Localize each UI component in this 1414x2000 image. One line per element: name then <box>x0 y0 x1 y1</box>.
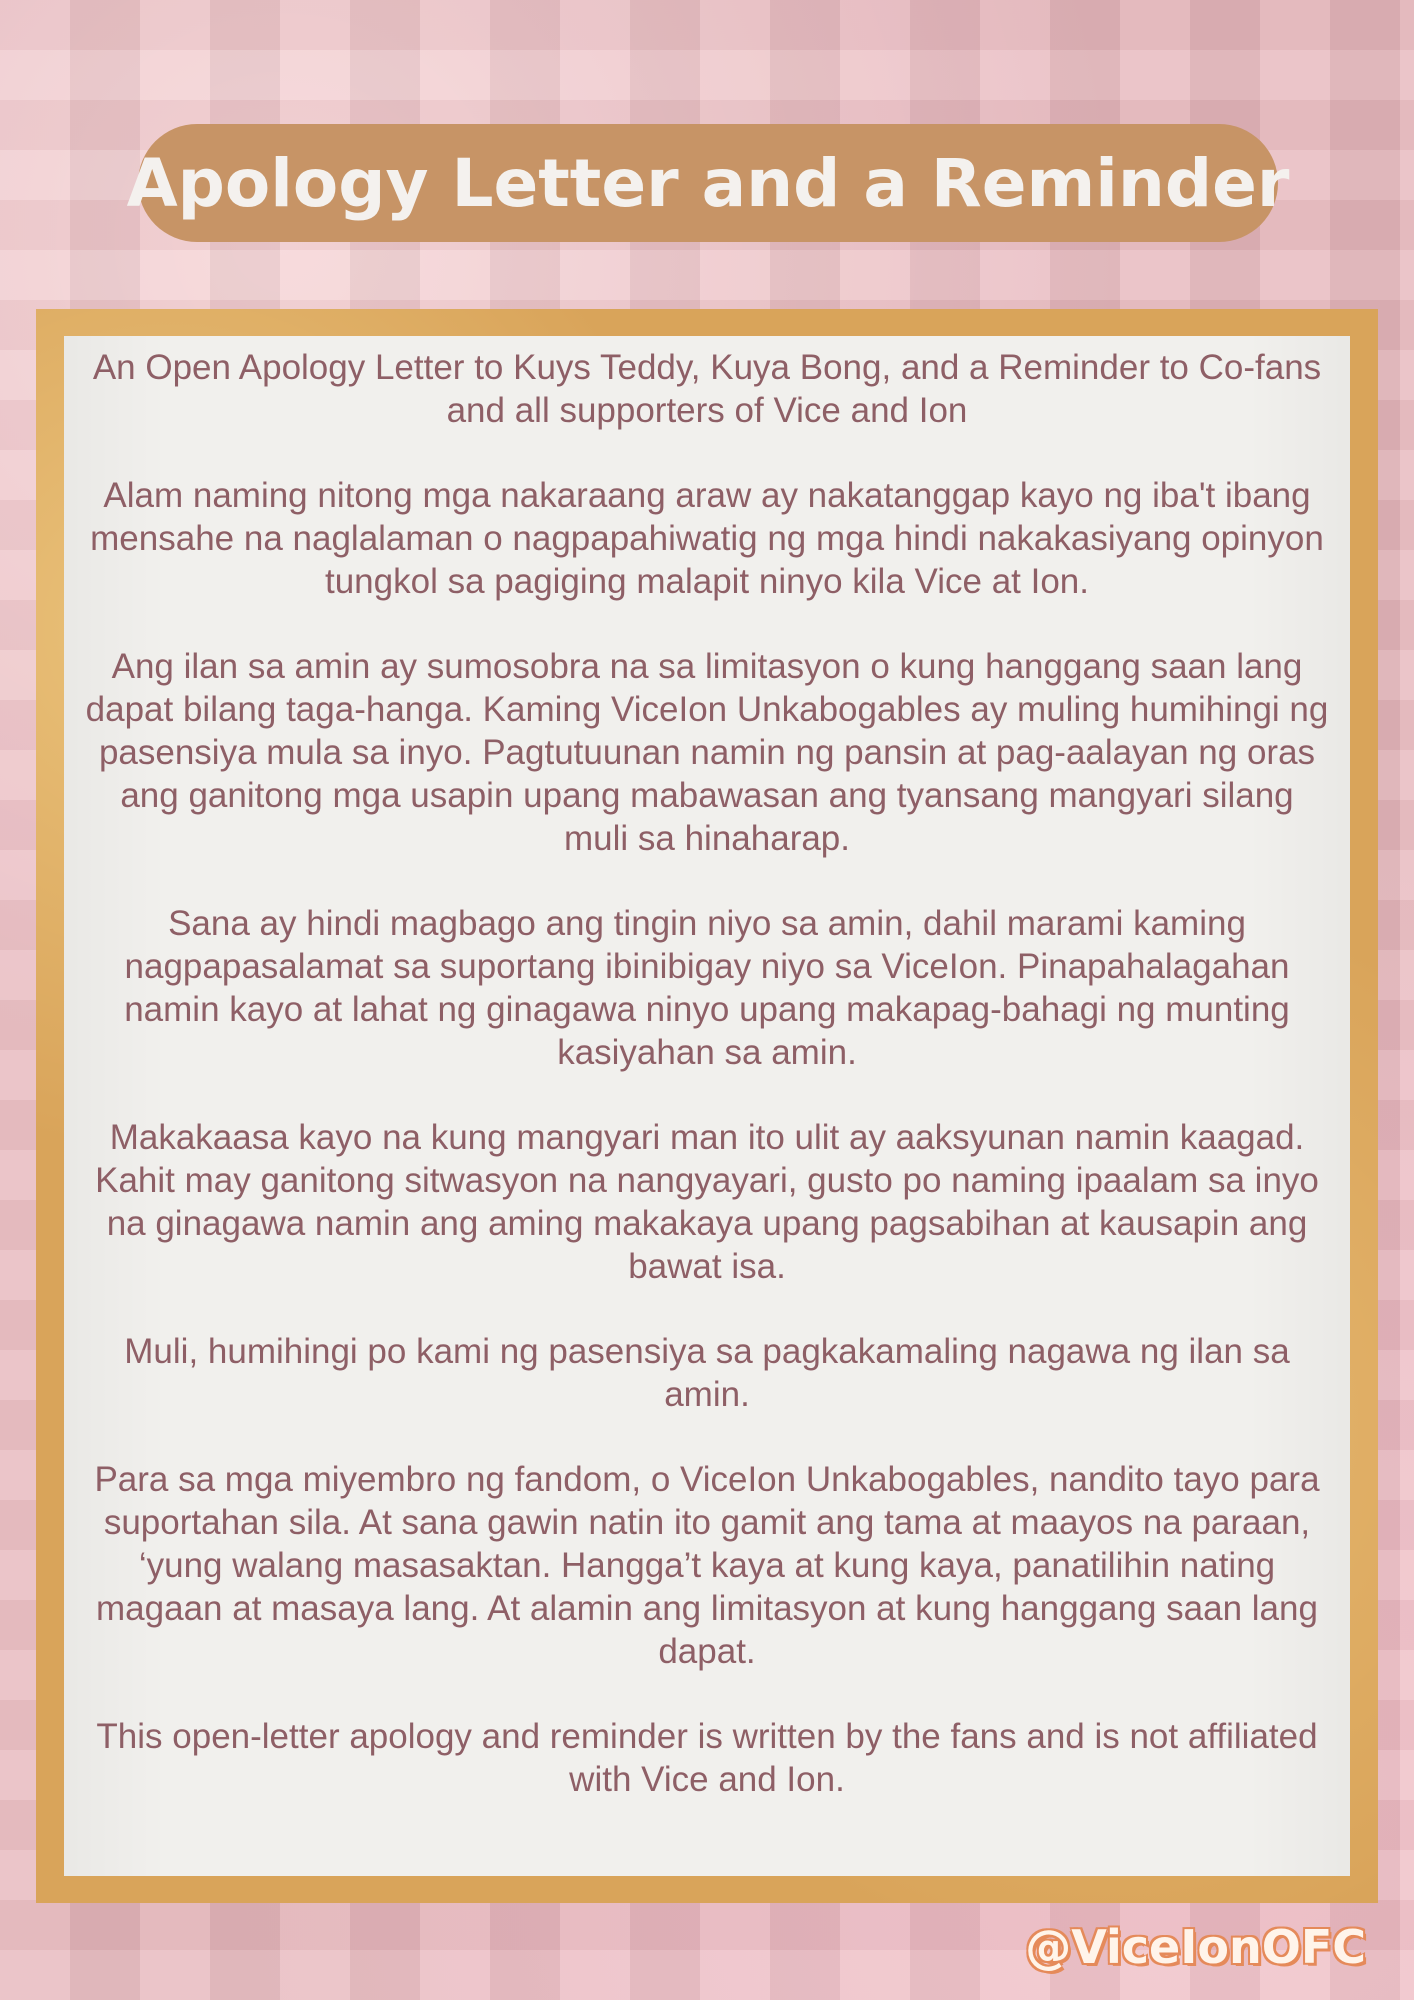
letter-paragraph: Sana ay hindi magbago ang tingin niyo sa amin, dahil marami kaming nagpapasalamat sa suportang ibinibigay niyo sa ViceIon. Pinapahalagahan namin kayo at lahat ng ginagawa ninyo upang makapag-bahagi ng munting kasiyahan sa amin. <box>124 904 1290 1072</box>
letter-paragraph: Para sa mga miyembro ng fandom, o ViceIon Unkabogables, nandito tayo para suportahan sila. At sana gawin natin ito gamit ang tama at maayos na paraan, ‘yung walang masasaktan. Hangga’t kaya at kung kaya, panatilihin nating magaan at masaya lang. At alamin ang limitasyon at kung hanggang saan lang dapat. <box>94 1460 1320 1671</box>
letter-heading: An Open Apology Letter to Kuys Teddy, Kuya Bong, and a Reminder to Co-fans and all supporters of Vice and Ion <box>92 348 1322 430</box>
letter-paragraph: Muli, humihingi po kami ng pasensiya sa pagkakamaling nagawa ng ilan sa amin. <box>124 1332 1290 1414</box>
title-banner <box>126 124 1290 242</box>
page-title: Apology Letter and a Reminder <box>126 144 1290 222</box>
letter-paragraph: Alam naming nitong mga nakaraang araw ay nakatanggap kayo ng iba't ibang mensahe na naglalaman o nagpapahiwatig ng mga hindi nakakasiyang opinyon tungkol sa pagiging malapit ninyo kila Vice at Ion. <box>90 476 1324 601</box>
letter-paper <box>64 336 1350 1876</box>
letter-paragraph: Ang ilan sa amin ay sumosobra na sa limitasyon o kung hanggang saan lang dapat bilang taga-hanga. Kaming ViceIon Unkabogables ay muling humihingi ng pasensiya mula sa inyo. Pagtutuunan namin ng pansin at pag-aalayan ng oras ang ganitong mga usapin upang mabawasan ang tyansang mangyari silang muli sa hinaharap. <box>85 647 1329 858</box>
letter-paragraph: Makakaasa kayo na kung mangyari man ito ulit ay aaksyunan namin kaagad. Kahit may ganitong sitwasyon na nangyayari, gusto po naming ipaalam sa inyo na ginagawa namin ang aming makakaya upang pagsabihan at kausapin ang bawat isa. <box>95 1118 1319 1286</box>
letter-disclaimer: This open-letter apology and reminder is written by the fans and is not affiliated with Vice and Ion. <box>96 1717 1318 1799</box>
social-handle: @ViceIonOFC <box>1025 1920 1366 1974</box>
